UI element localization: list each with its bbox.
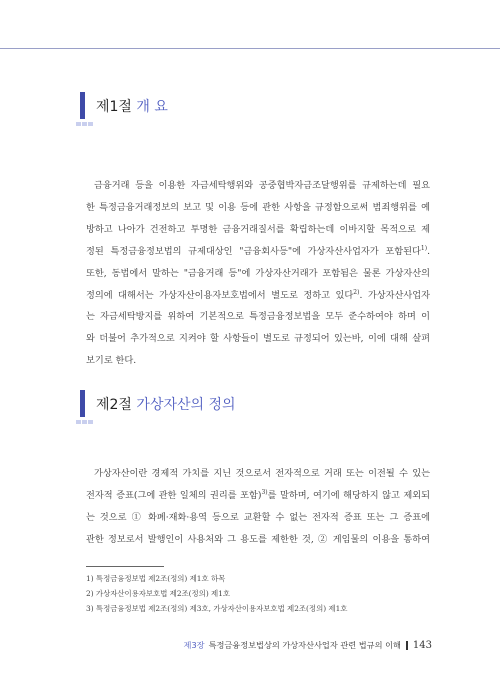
footnote-1: 1) 특정금융정보법 제2조(정의) 제1호 하목 [86,574,226,583]
text-line: 또한, 동법에서 말하는 "금융거래 등"에 가상자산거래가 포함됨은 물론 가상자산의 [86,267,430,279]
footnote-ref: 3) [261,488,268,496]
text-line: 정된 특정금융정보법의 규제대상인 "금융회사등"에 가상자산사업자가 포함된다$^{1)}$. [86,244,430,257]
footnotes [86,571,347,616]
footnote-ref: 1) [420,244,428,252]
footer-separator [406,641,408,650]
body-paragraph-2 [86,463,430,551]
page-footer [184,640,432,651]
footer-chapter: 제3장 [183,640,205,650]
section-title: 가상자산의 정의 [136,397,236,413]
text-line: 전자적 증표(그에 관한 일체의 권리를 포함)$^{3)}$를 말하며, 여기에 해당하지 않고 제외되 [86,488,430,501]
section-number: 제1절 [96,99,132,115]
text-line: 보기로 한다. [86,355,137,367]
text-line: 관한 정보로서 발행인이 사용처와 그 용도를 제한한 것, ② 게임물의 이용을 통하여 [86,533,430,545]
text-line: 금융거래 등을 이용한 자금세탁행위와 공중협박자금조달행위를 규제하는데 필요 [94,180,430,191]
text-line: 방하고 나아가 건전하고 투명한 금융거래질서를 확립하는데 이바지할 목적으로 제 [86,223,430,235]
text-line: 는 자금세탁방지를 위하여 기본적으로 특정금융정보법을 모두 준수하여야 하며 이 [86,311,430,323]
footnote-rule [86,566,164,567]
section-title: 개 요 [136,99,168,115]
footnote-3: 3) 특정금융정보법 제2조(정의) 제3호, 가상자산이용자보호법 제2조(정의) 제1호 [86,604,348,613]
text-line: 정의에 대해서는 가상자산이용자보호법에서 별도로 정하고 있다$^{2)}$. 가상자산사업자 [86,288,431,301]
footer-title: 특정금융정보법상의 가상자산사업자 관련 법규의 이해 [208,640,401,650]
section-number: 제2절 [96,397,132,413]
footnote-2: 2) 가상자산이용자보호법 제2조(정의) 제1호 [86,589,231,598]
body-paragraph-1 [86,175,430,372]
footnote-ref: 2) [353,288,360,296]
page-number: 143 [412,640,432,651]
header-rule [0,48,500,49]
text-line: 는 것으로 ① 화폐·재화·용역 등으로 교환할 수 없는 전자적 증표 또는 그 증표에 [86,511,430,523]
text-line: 가상자산이란 경제적 가치를 지닌 것으로서 전자적으로 거래 또는 이전될 수 있는 [94,468,430,479]
text-line: 한 특정금융거래정보의 보고 및 이용 등에 관한 사항을 규정함으로써 범죄행위를 예 [86,201,430,213]
text-line: 와 더불어 추가적으로 지켜야 할 사항들이 별도로 규정되어 있는바, 이에 대해 살펴 [86,333,430,345]
